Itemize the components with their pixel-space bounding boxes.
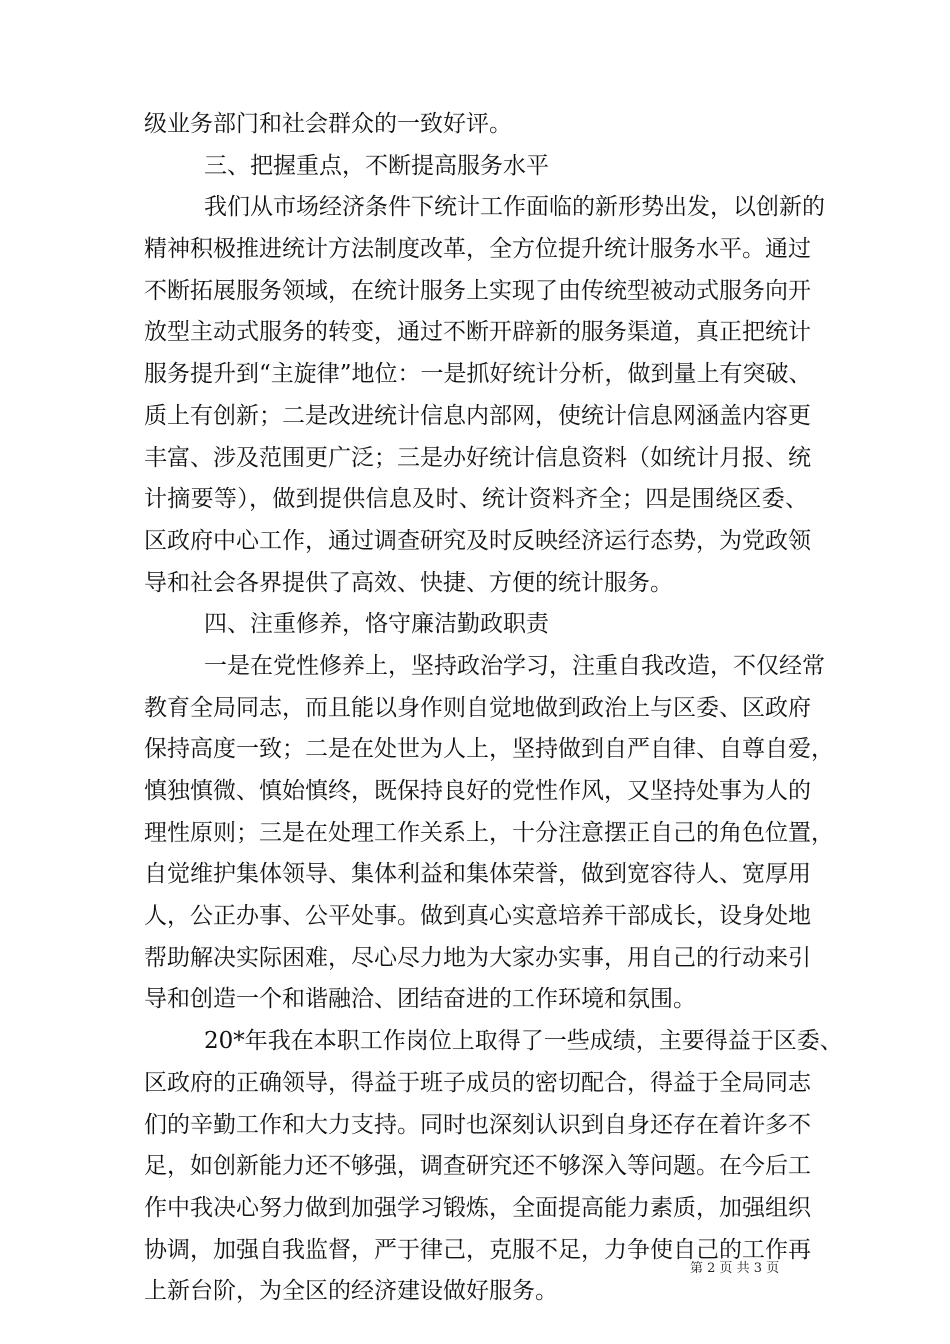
body-line: 自觉维护集体领导、集体利益和集体荣誉，做到宽容待人、宽厚用 bbox=[144, 861, 811, 888]
body-line: 们的辛勤工作和大力支持。同时也深刻认识到自身还存在着许多不 bbox=[144, 1111, 811, 1138]
body-line: 20*年我在本职工作岗位上取得了一些成绩，主要得益于区委、 bbox=[204, 1028, 843, 1055]
body-line: 我们从市场经济条件下统计工作面临的新形势出发，以创新的 bbox=[204, 194, 825, 221]
section-heading: 四、注重修养，恪守廉洁勤政职责 bbox=[204, 611, 549, 638]
body-line: 人，公正办事、公平处事。做到真心实意培养干部成长，设身处地 bbox=[144, 903, 811, 930]
section-heading: 三、把握重点，不断提高服务水平 bbox=[204, 152, 549, 179]
body-line: 服务提升到“主旋律”地位：一是抓好统计分析，做到量上有突破、 bbox=[144, 361, 812, 388]
body-line: 足，如创新能力还不够强，调查研究还不够深入等问题。在今后工 bbox=[144, 1153, 811, 1180]
body-line: 上新台阶，为全区的经济建设做好服务。 bbox=[144, 1278, 558, 1305]
body-line: 级业务部门和社会群众的一致好评。 bbox=[144, 111, 512, 137]
body-line: 作中我决心努力做到加强学习锻炼，全面提高能力素质，加强组织 bbox=[144, 1194, 811, 1221]
body-line: 协调，加强自我监督，严于律己，克服不足，力争使自己的工作再 bbox=[144, 1236, 811, 1263]
body-line: 质上有创新；二是改进统计信息内部网，使统计信息网涵盖内容更 bbox=[144, 402, 811, 429]
body-line: 区政府中心工作，通过调查研究及时反映经济运行态势，为党政领 bbox=[144, 527, 811, 554]
body-line: 不断拓展服务领域，在统计服务上实现了由传统型被动式服务向开 bbox=[144, 277, 811, 304]
page-number: 第 2 页 共 3 页 bbox=[690, 1261, 780, 1276]
body-line: 区政府的正确领导，得益于班子成员的密切配合，得益于全局同志 bbox=[144, 1069, 811, 1096]
body-line: 理性原则；三是在处理工作关系上，十分注意摆正自己的角色位置， bbox=[144, 819, 834, 846]
body-line: 丰富、涉及范围更广泛；三是办好统计信息资料（如统计月报、统 bbox=[144, 444, 811, 471]
body-line: 精神积极推进统计方法制度改革，全方位提升统计服务水平。通过 bbox=[144, 236, 811, 263]
body-line: 慎独慎微、慎始慎终，既保持良好的党性作风，又坚持处事为人的 bbox=[144, 778, 811, 804]
body-line: 帮助解决实际困难，尽心尽力地为大家办实事，用自己的行动来引 bbox=[144, 944, 811, 971]
body-line: 保持高度一致；二是在处世为人上，坚持做到自严自律、自尊自爱， bbox=[144, 736, 834, 763]
body-line: 导和社会各界提供了高效、快捷、方便的统计服务。 bbox=[144, 569, 673, 596]
body-line: 导和创造一个和谐融洽、团结奋进的工作环境和氛围。 bbox=[144, 986, 696, 1013]
body-line: 一是在党性修养上，坚持政治学习，注重自我改造，不仅经常 bbox=[204, 652, 825, 679]
body-line: 教育全局同志，而且能以身作则自觉地做到政治上与区委、区政府 bbox=[144, 694, 811, 721]
document-body bbox=[144, 104, 843, 1313]
body-line: 计摘要等），做到提供信息及时、统计资料齐全；四是围绕区委、 bbox=[144, 486, 808, 513]
body-line: 放型主动式服务的转变，通过不断开辟新的服务渠道，真正把统计 bbox=[144, 319, 811, 346]
